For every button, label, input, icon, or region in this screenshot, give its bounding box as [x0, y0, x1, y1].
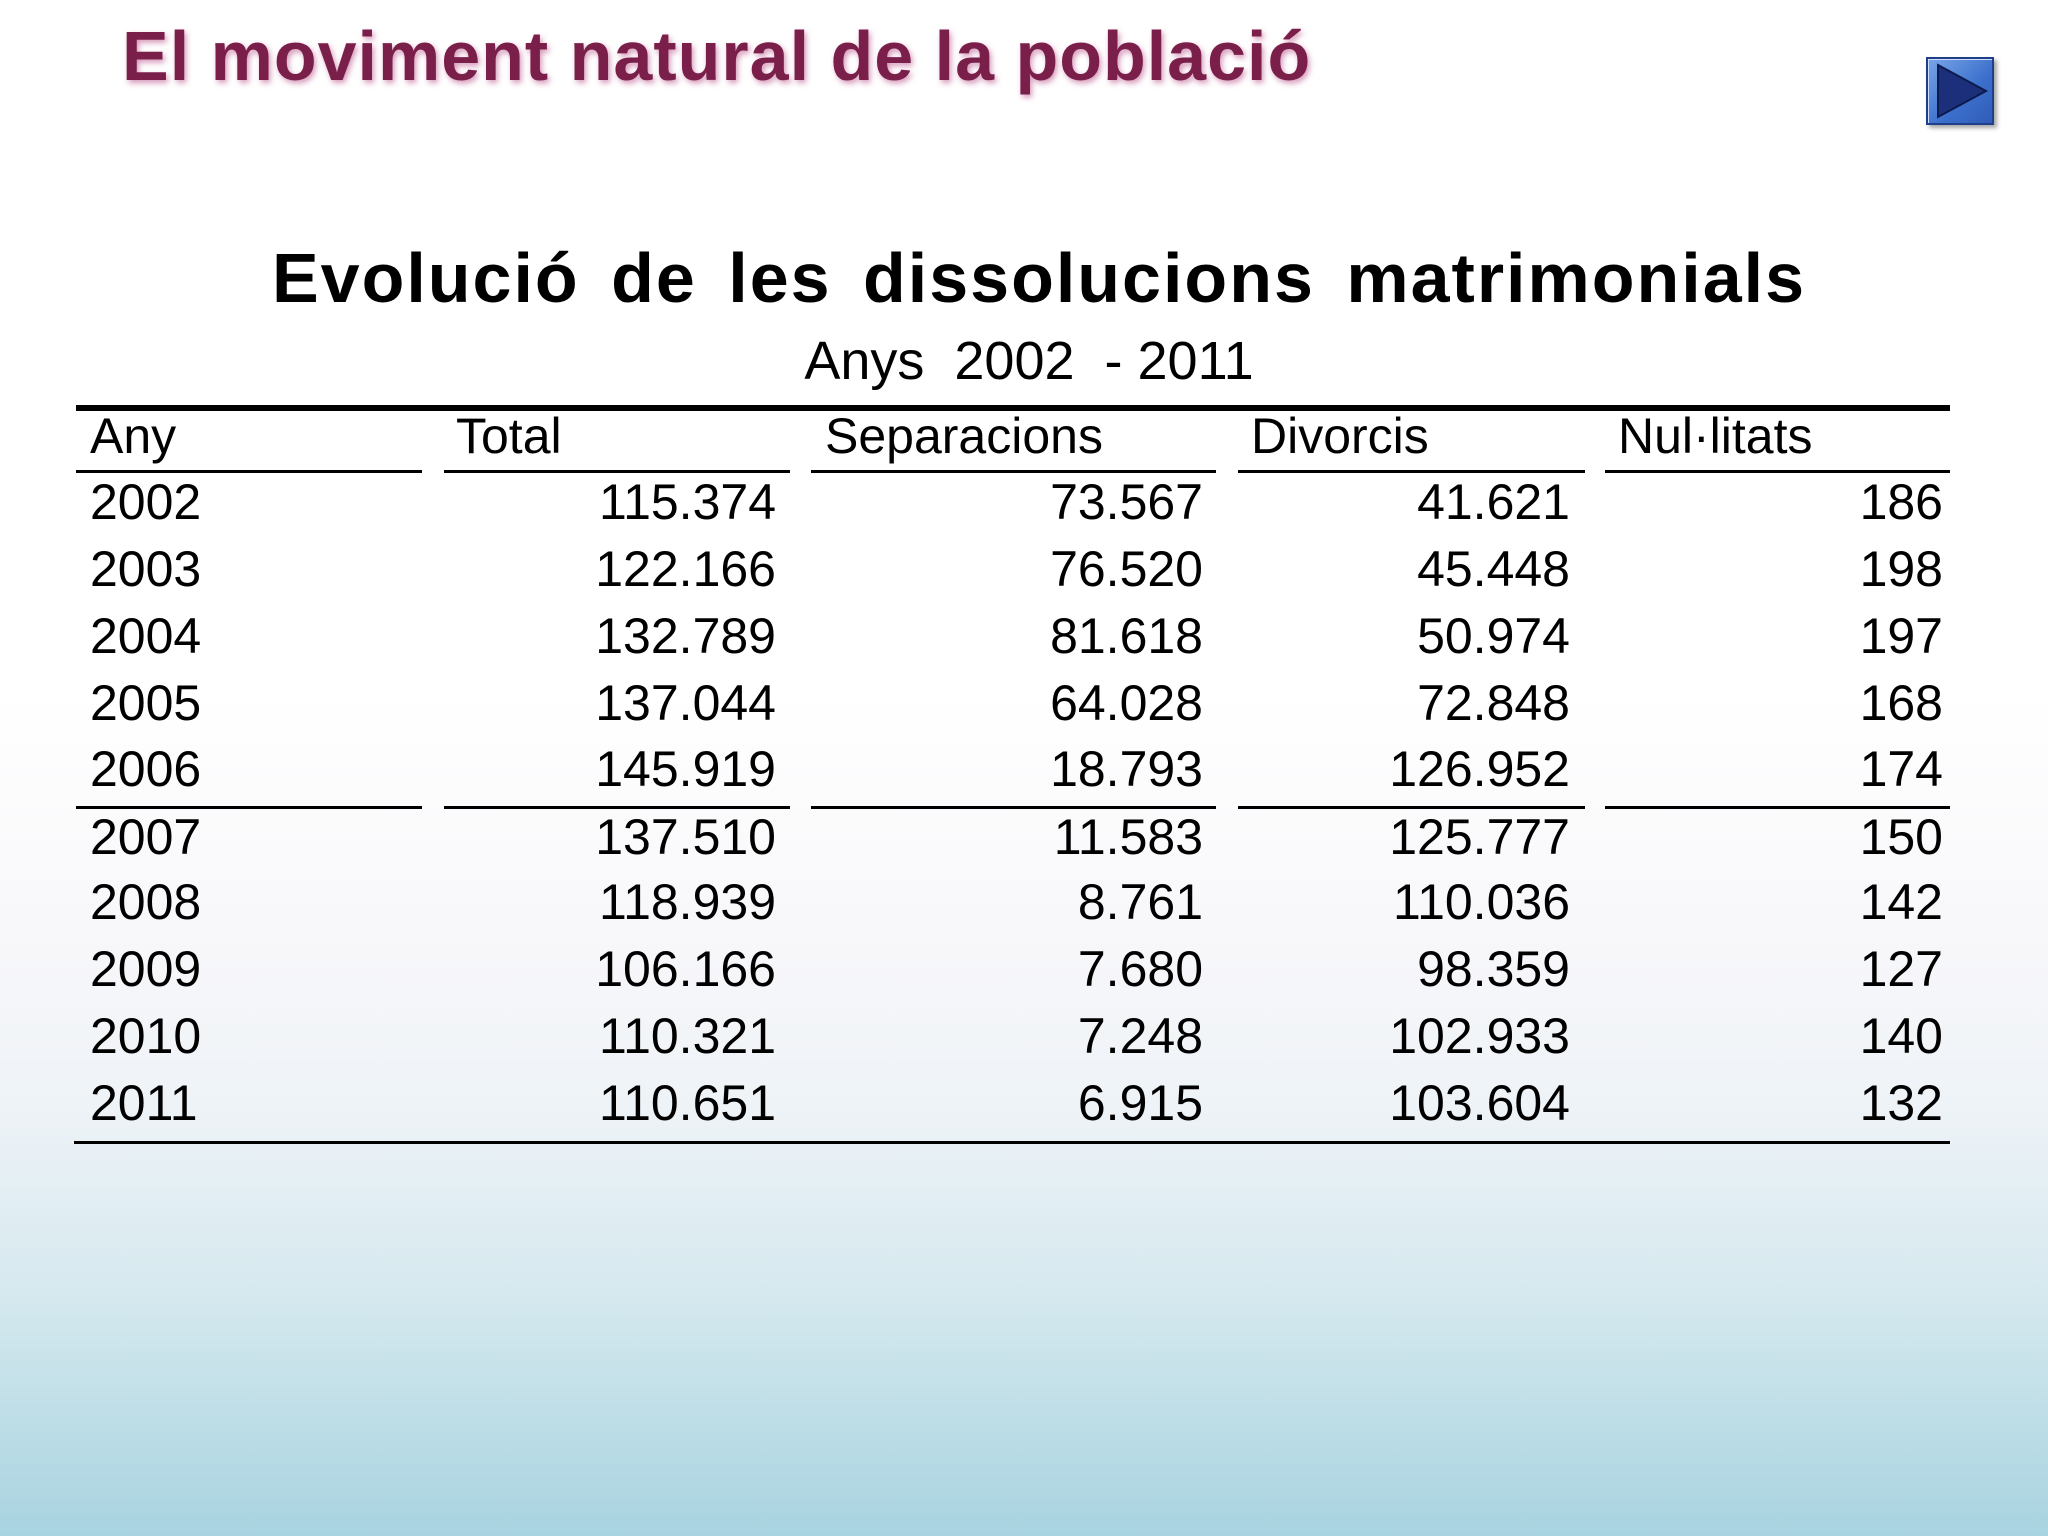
header-rule-segment: [1238, 470, 1585, 473]
cell-nullitats: 174: [1859, 741, 1943, 797]
cell-nullitats: 127: [1859, 941, 1943, 997]
cell-nullitats: 132: [1859, 1075, 1943, 1131]
cell-year: 2011: [90, 1075, 198, 1131]
slide-title: El moviment natural de la població: [122, 17, 1312, 95]
cell-divorcis: 103.604: [1389, 1075, 1570, 1131]
cell-year: 2006: [90, 741, 202, 797]
group-rule-segment: [1238, 806, 1585, 809]
cell-total: 137.044: [595, 675, 776, 731]
play-triangle-icon: [1928, 59, 1992, 123]
header-rule-segment: [76, 470, 422, 473]
cell-nullitats: 142: [1859, 874, 1943, 930]
header-rule-segment: [1605, 470, 1950, 473]
cell-separacions: 7.248: [1077, 1008, 1203, 1064]
table-title: Evolució de les dissolucions matrimonials: [271, 239, 1807, 317]
cell-nullitats: 198: [1859, 541, 1943, 597]
cell-divorcis: 72.848: [1417, 675, 1570, 731]
header-rule-segment: [811, 470, 1216, 473]
cell-separacions: 11.583: [1053, 809, 1203, 865]
cell-total: 106.166: [595, 941, 776, 997]
cell-nullitats: 168: [1859, 675, 1943, 731]
cell-divorcis: 98.359: [1417, 941, 1570, 997]
cell-total: 145.919: [595, 741, 776, 797]
header-nullitats: Nul·litats: [1618, 408, 1813, 464]
cell-divorcis: 125.777: [1389, 809, 1570, 865]
cell-year: 2003: [90, 541, 202, 597]
cell-divorcis: 102.933: [1389, 1008, 1570, 1064]
cell-total: 132.789: [595, 608, 776, 664]
cell-year: 2009: [90, 941, 202, 997]
table-bottom-rule: [74, 1141, 1950, 1144]
cell-nullitats: 197: [1859, 608, 1943, 664]
header-divorcis: Divorcis: [1251, 408, 1429, 464]
cell-separacions: 8.761: [1077, 874, 1203, 930]
cell-separacions: 6.915: [1077, 1075, 1203, 1131]
group-rule-segment: [1605, 806, 1950, 809]
group-rule-segment: [76, 806, 422, 809]
header-any: Any: [90, 408, 177, 464]
cell-divorcis: 110.036: [1392, 874, 1570, 930]
cell-year: 2007: [90, 809, 202, 865]
cell-separacions: 64.028: [1050, 675, 1203, 731]
next-slide-button[interactable]: [1926, 57, 1994, 125]
cell-divorcis: 41.621: [1417, 474, 1570, 530]
cell-total: 122.166: [595, 541, 776, 597]
cell-separacions: 73.567: [1050, 474, 1203, 530]
cell-divorcis: 50.974: [1417, 608, 1570, 664]
group-rule-segment: [811, 806, 1216, 809]
cell-separacions: 7.680: [1077, 941, 1203, 997]
cell-separacions: 18.793: [1050, 741, 1203, 797]
cell-total: 137.510: [595, 809, 776, 865]
header-rule-segment: [444, 470, 790, 473]
cell-year: 2002: [90, 474, 202, 530]
cell-separacions: 76.520: [1050, 541, 1203, 597]
cell-divorcis: 126.952: [1389, 741, 1570, 797]
header-total: Total: [456, 408, 562, 464]
cell-year: 2008: [90, 874, 202, 930]
cell-nullitats: 186: [1859, 474, 1943, 530]
group-rule-segment: [444, 806, 790, 809]
cell-year: 2005: [90, 675, 202, 731]
cell-nullitats: 150: [1859, 809, 1943, 865]
cell-separacions: 81.618: [1050, 608, 1203, 664]
cell-year: 2004: [90, 608, 202, 664]
cell-total: 110.321: [598, 1008, 776, 1064]
table-subtitle: Anys 2002 - 2011: [804, 331, 1254, 391]
cell-nullitats: 140: [1859, 1008, 1943, 1064]
cell-total: 115.374: [598, 474, 776, 530]
cell-year: 2010: [90, 1008, 202, 1064]
cell-total: 118.939: [598, 874, 776, 930]
cell-total: 110.651: [598, 1075, 776, 1131]
header-separacions: Separacions: [825, 408, 1103, 464]
cell-divorcis: 45.448: [1417, 541, 1570, 597]
